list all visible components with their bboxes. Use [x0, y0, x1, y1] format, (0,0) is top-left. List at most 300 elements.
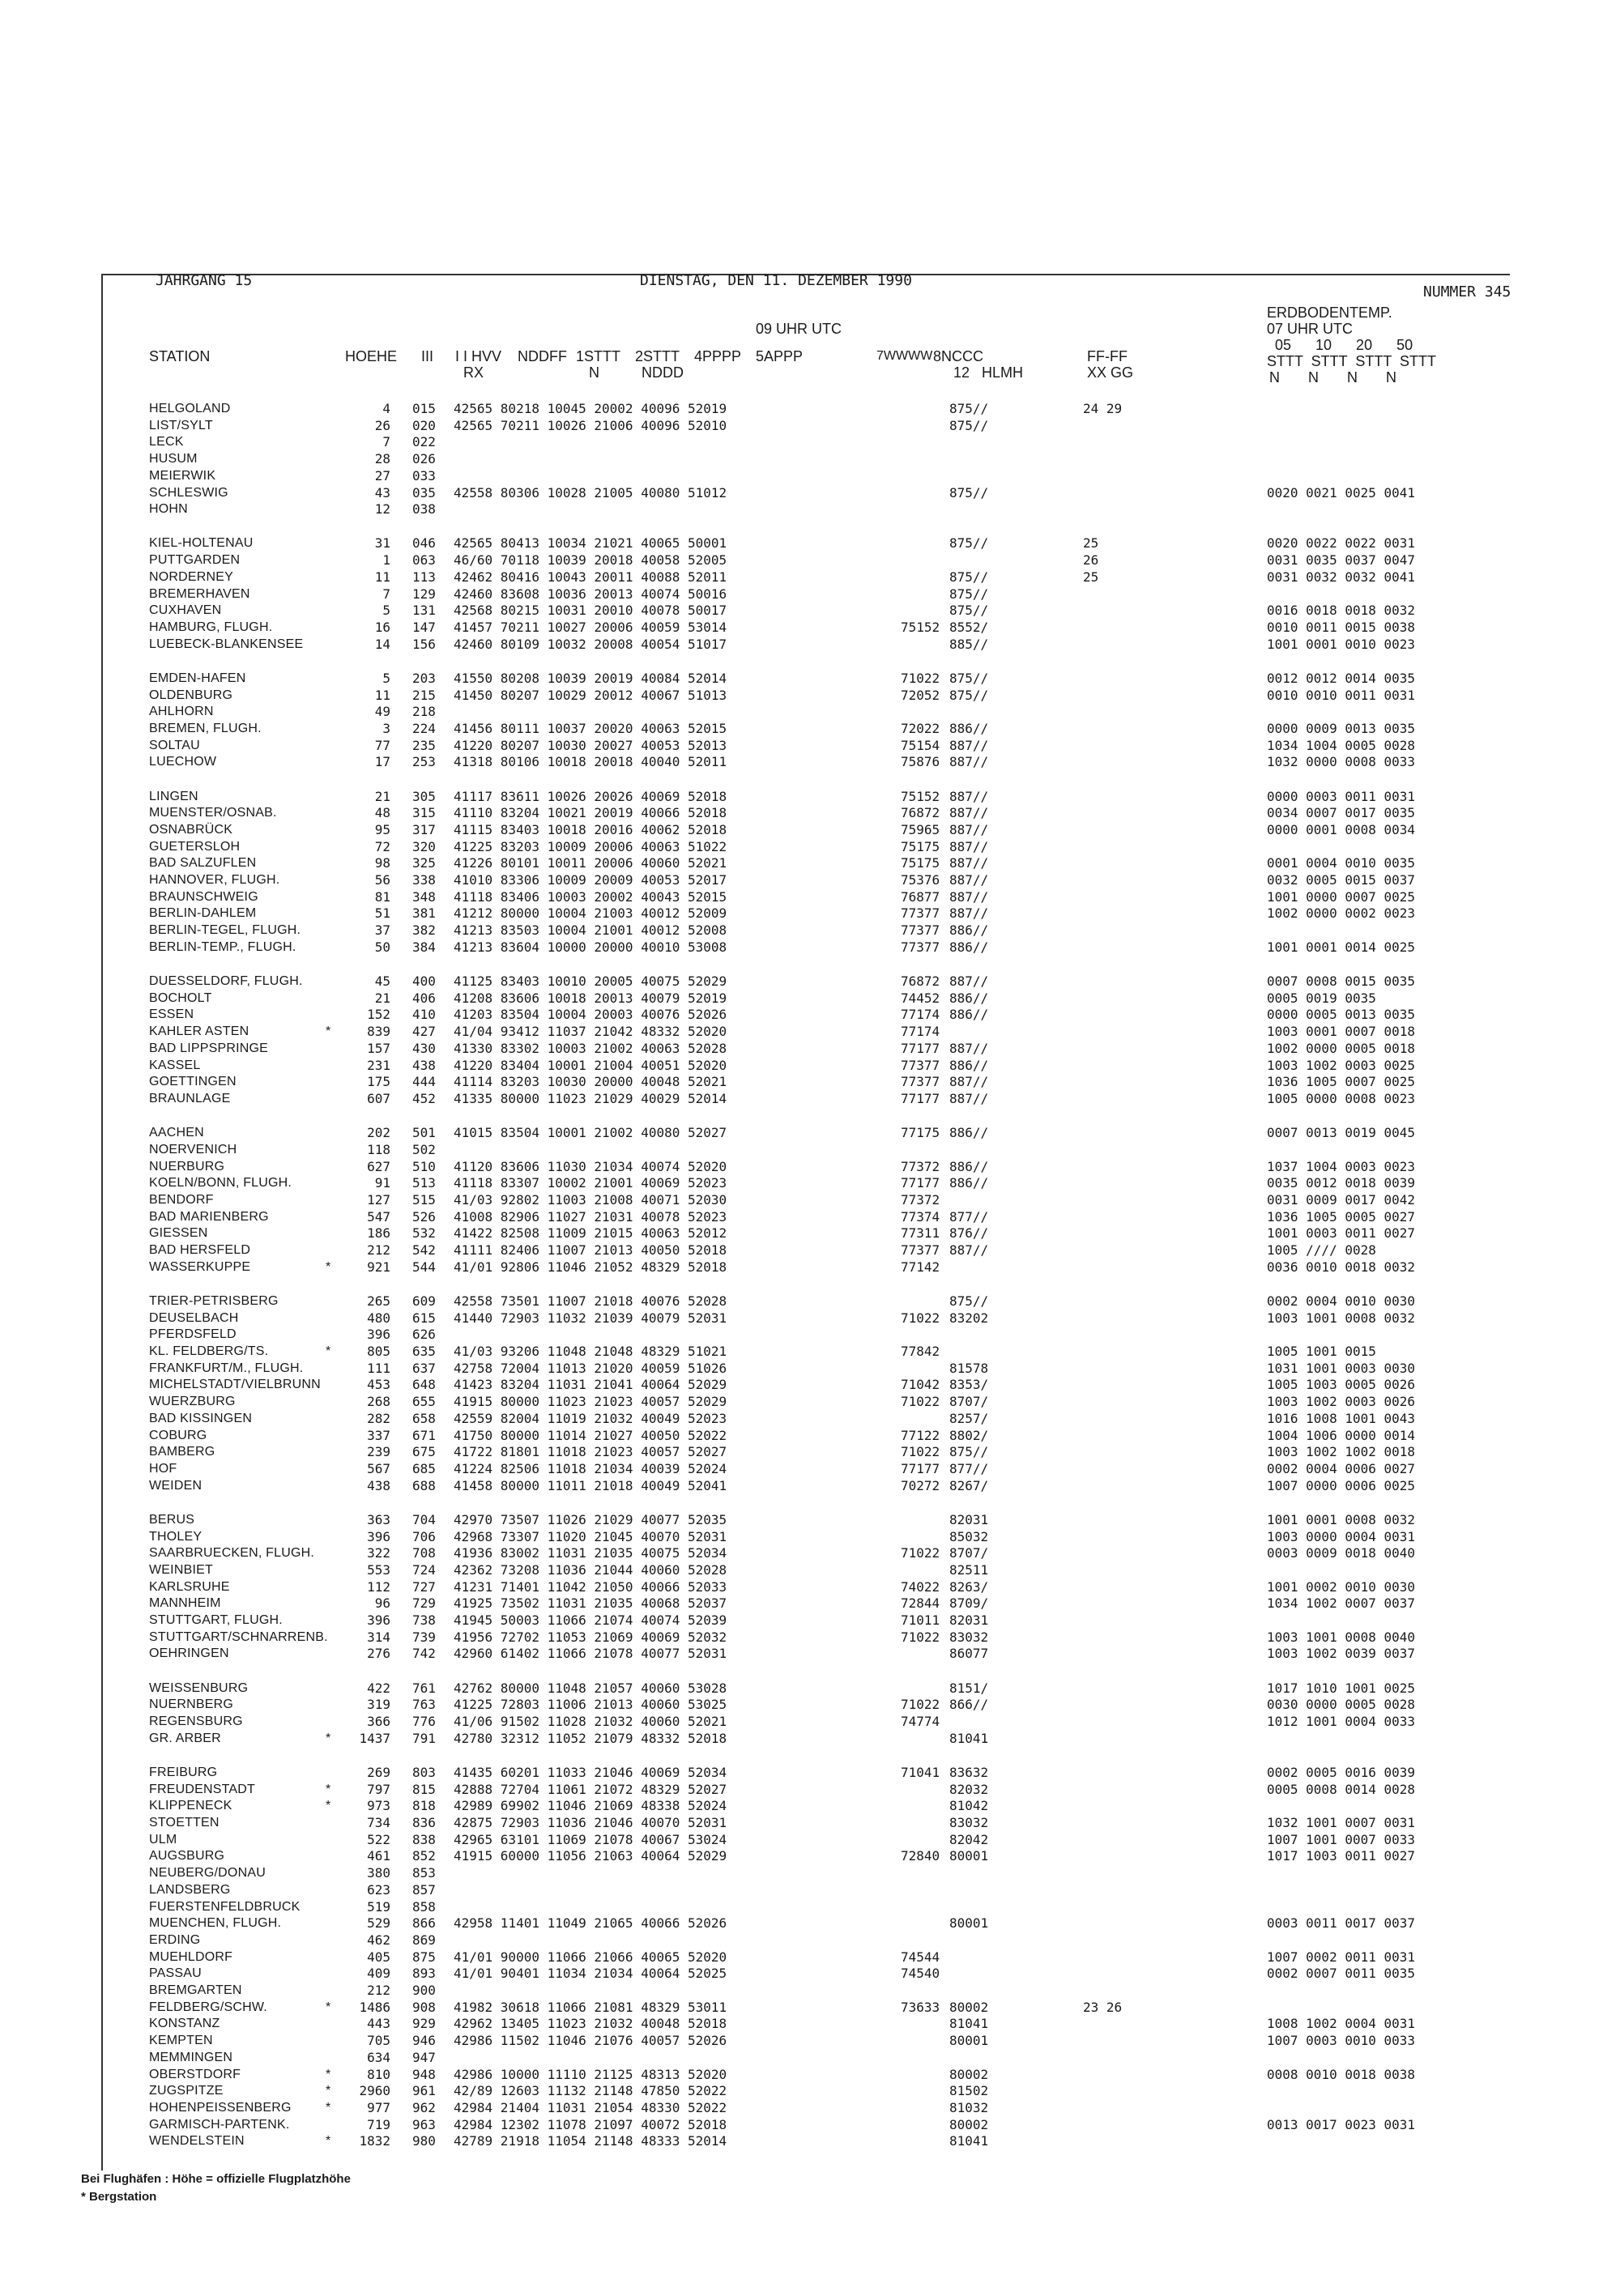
- station-height: 553: [367, 1561, 390, 1578]
- station-id: 113: [412, 569, 436, 585]
- station-height: 118: [367, 1141, 390, 1157]
- station-name: TRIER-PETRISBERG: [149, 1293, 279, 1308]
- soil-temps: 0002 0004 0006 0027: [1267, 1460, 1416, 1476]
- station-name: WASSERKUPPE: [149, 1259, 251, 1274]
- synop-groups: 42986 10000 11110 21125 48313 52020: [454, 2066, 727, 2082]
- station-name: BAD HERSFELD: [149, 1243, 251, 1257]
- station-name: MUENSTER/OSNAB.: [149, 806, 277, 820]
- station-id: 675: [412, 1444, 436, 1460]
- station-id: 858: [412, 1898, 436, 1915]
- station-id: 963: [412, 2116, 436, 2132]
- table-row: [103, 569, 1510, 586]
- station-height: 212: [367, 1242, 390, 1258]
- station-name: WUERZBURG: [149, 1395, 236, 1409]
- soil-temps: 1007 1001 0007 0033: [1267, 1831, 1416, 1847]
- group-7: 77374: [901, 1208, 940, 1225]
- group-8: 80001: [949, 2033, 989, 2049]
- table-row: [103, 535, 1510, 552]
- station-height: 438: [367, 1477, 390, 1493]
- station-name: PASSAU: [149, 1966, 202, 1981]
- station-name: KIEL-HOLTENAU: [149, 536, 254, 551]
- table-row: [103, 1562, 1510, 1578]
- station-name: FREIBURG: [149, 1765, 218, 1779]
- station-height: 547: [367, 1208, 390, 1225]
- station-id: 685: [412, 1460, 436, 1476]
- synop-groups: 41422 82508 11009 21015 40063 52012: [454, 1225, 727, 1242]
- soil-temps: 1003 1002 0039 0037: [1267, 1646, 1416, 1662]
- soil-temps: 0003 0009 0018 0040: [1267, 1545, 1416, 1561]
- station-id: 513: [412, 1175, 436, 1191]
- station-height: 977: [367, 2099, 390, 2115]
- synop-groups: 41457 70211 10027 20006 40059 53014: [454, 619, 727, 635]
- table-row: [103, 1832, 1510, 1848]
- group-7: 77122: [901, 1427, 940, 1443]
- group-8: 8353/: [949, 1377, 989, 1393]
- station-name: BERLIN-DAHLEM: [149, 906, 257, 921]
- station-name: BERUS: [149, 1512, 195, 1527]
- station-id: 410: [412, 1007, 436, 1023]
- synop-groups: 41750 80000 11014 21027 40050 52022: [454, 1427, 727, 1443]
- group-8: 886//: [949, 1175, 989, 1191]
- col-group4: 2STTT: [635, 348, 680, 364]
- station-height: 239: [367, 1444, 390, 1460]
- soil-temps: 1001 0001 0008 0032: [1267, 1511, 1416, 1527]
- soil-temps: 1007 0003 0010 0033: [1267, 2033, 1416, 2049]
- group-8: 887//: [949, 1074, 989, 1090]
- table-row: [103, 855, 1510, 871]
- table-row: [103, 1293, 1510, 1310]
- synop-groups: 42984 12302 11078 21097 40072 52018: [454, 2116, 727, 2132]
- station-height: 380: [367, 1865, 390, 1881]
- table-row: [103, 805, 1510, 821]
- station-name: AUGSBURG: [149, 1849, 225, 1864]
- group-8: 887//: [949, 821, 989, 837]
- soil-temps: 0005 0008 0014 0028: [1267, 1781, 1416, 1797]
- soil-temps: 0003 0011 0017 0037: [1267, 1915, 1416, 1932]
- mountain-station-marker: *: [326, 2067, 331, 2081]
- station-id: 635: [412, 1344, 436, 1359]
- station-id: 515: [412, 1191, 436, 1208]
- group-8: 8151/: [949, 1680, 989, 1696]
- table-row: [103, 1192, 1510, 1208]
- synop-groups: 42962 13405 11023 21032 40048 52018: [454, 2016, 727, 2032]
- table-row: [103, 1209, 1510, 1225]
- station-height: 567: [367, 1460, 390, 1476]
- group-8: 83202: [949, 1310, 989, 1326]
- soil-temps: 1005 1001 0015: [1267, 1344, 1376, 1359]
- footer-mountain-note: * Bergstation: [81, 2190, 157, 2204]
- station-name: AHLHORN: [149, 705, 214, 719]
- soil-temps: 1007 0000 0006 0025: [1267, 1477, 1416, 1493]
- synop-groups: 42558 73501 11007 21018 40076 52028: [454, 1293, 727, 1309]
- table-row: [103, 1629, 1510, 1646]
- station-name: LINGEN: [149, 789, 198, 803]
- soil-temps: 1008 1002 0004 0031: [1267, 2016, 1416, 2032]
- group-7: 71022: [901, 1394, 940, 1410]
- table-row: [103, 1259, 1510, 1276]
- soil-temps: 1001 0001 0010 0023: [1267, 636, 1416, 652]
- synop-groups: 41120 83606 11030 21034 40074 52020: [454, 1158, 727, 1174]
- table-row: [103, 1815, 1510, 1831]
- station-id: 791: [412, 1730, 436, 1746]
- table-row: [103, 485, 1510, 501]
- soil-temps: 0031 0035 0037 0047: [1267, 552, 1416, 569]
- table-row: [103, 1848, 1510, 1864]
- table-row: [103, 2033, 1510, 2049]
- soil-temps: 1034 1004 0005 0028: [1267, 737, 1416, 753]
- station-id: 502: [412, 1141, 436, 1157]
- col-group1-sub: RX: [463, 364, 484, 381]
- soil-temps: 1012 1001 0004 0033: [1267, 1714, 1416, 1729]
- group-8: 8552/: [949, 619, 989, 635]
- table-row: [103, 603, 1510, 619]
- station-id: 946: [412, 2033, 436, 2049]
- synop-groups: 41117 83611 10026 20026 40069 52018: [454, 788, 727, 804]
- station-name: HOF: [149, 1461, 177, 1476]
- station-id: 147: [412, 619, 436, 635]
- group-8: 80002: [949, 2116, 989, 2132]
- table-row: [103, 1159, 1510, 1175]
- station-height: 396: [367, 1528, 390, 1544]
- synop-groups: 42875 72903 11036 21046 40070 52031: [454, 1815, 727, 1830]
- group-8: 875//: [949, 603, 989, 619]
- group-8: 887//: [949, 838, 989, 854]
- group-8: 8707/: [949, 1545, 989, 1561]
- group-7: 70272: [901, 1477, 940, 1493]
- station-name: KEMPTEN: [149, 2034, 213, 2048]
- station-name: MEMMINGEN: [149, 2050, 233, 2064]
- station-id: 818: [412, 1798, 436, 1814]
- group-8: 80001: [949, 1848, 989, 1864]
- station-height: 634: [367, 2049, 390, 2065]
- group-8: 82511: [949, 1561, 989, 1578]
- station-name: WEINBIET: [149, 1562, 213, 1577]
- mountain-station-marker: *: [326, 1024, 331, 1039]
- station-id: 382: [412, 922, 436, 939]
- group-7: 72840: [901, 1848, 940, 1864]
- station-id: 838: [412, 1831, 436, 1847]
- group-8: 886//: [949, 1158, 989, 1174]
- station-id: 406: [412, 990, 436, 1006]
- station-id: 501: [412, 1125, 436, 1141]
- group-7: 77377: [901, 1074, 940, 1090]
- synop-groups: 46/60 70118 10039 20018 40058 52005: [454, 552, 727, 569]
- synop-groups: 41/03 92802 11003 21008 40071 52030: [454, 1191, 727, 1208]
- group-7: 72844: [901, 1595, 940, 1612]
- station-id: 655: [412, 1394, 436, 1410]
- soil-temps: 0010 0011 0015 0038: [1267, 619, 1416, 635]
- group-8: 83032: [949, 1629, 989, 1645]
- mountain-station-marker: *: [326, 1259, 331, 1274]
- station-name: FREUDENSTADT: [149, 1782, 255, 1796]
- mountain-station-marker: *: [326, 1344, 331, 1358]
- station-name: MICHELSTADT/VIELBRUNN: [149, 1378, 321, 1392]
- station-name: BRAUNLAGE: [149, 1091, 231, 1105]
- soil-temps: 1017 1003 0011 0027: [1267, 1848, 1416, 1864]
- group-7: 75876: [901, 754, 940, 770]
- station-name: WEIDEN: [149, 1478, 202, 1493]
- table-row: [103, 889, 1510, 905]
- station-id: 020: [412, 417, 436, 433]
- station-name: NORDERNEY: [149, 569, 234, 584]
- group-8: 81502: [949, 2083, 989, 2099]
- station-id: 742: [412, 1646, 436, 1662]
- station-id: 688: [412, 1477, 436, 1493]
- station-height: 5: [382, 670, 390, 686]
- station-id: 708: [412, 1545, 436, 1561]
- soil-temps: 1017 1010 1001 0025: [1267, 1680, 1416, 1696]
- group-7: 71011: [901, 1612, 940, 1628]
- station-name: STUTTGART, FLUGH.: [149, 1613, 283, 1627]
- synop-groups: 41111 82406 11007 21013 40050 52018: [454, 1242, 727, 1258]
- soil-temps: 0002 0005 0016 0039: [1267, 1764, 1416, 1780]
- group-8: 877//: [949, 1460, 989, 1476]
- station-height: 27: [374, 467, 390, 483]
- station-name: HUSUM: [149, 452, 198, 466]
- group-8: 875//: [949, 687, 989, 703]
- station-height: 111: [367, 1360, 390, 1376]
- station-name: WENDELSTEIN: [149, 2134, 245, 2149]
- station-height: 175: [367, 1074, 390, 1090]
- soil-temps: 1034 1002 0007 0037: [1267, 1595, 1416, 1612]
- group-7: 76877: [901, 888, 940, 905]
- group-8: 875//: [949, 1444, 989, 1460]
- station-name: GOETTINGEN: [149, 1075, 237, 1089]
- synop-groups: 41015 83504 10001 21002 40080 52027: [454, 1125, 727, 1141]
- station-id: 381: [412, 905, 436, 922]
- soil-temps: 1005 1003 0005 0026: [1267, 1377, 1416, 1393]
- group-7: 75175: [901, 855, 940, 871]
- station-name: OSNABRÜCK: [149, 822, 233, 837]
- station-name: KAHLER ASTEN: [149, 1024, 249, 1039]
- table-row: [103, 1865, 1510, 1881]
- table-row: [103, 1142, 1510, 1158]
- station-id: 875: [412, 1949, 436, 1965]
- station-id: 046: [412, 535, 436, 552]
- soil-temps: 0008 0010 0018 0038: [1267, 2066, 1416, 2082]
- table-row: [103, 2067, 1510, 2083]
- station-height: 409: [367, 1966, 390, 1982]
- col-group1: I I HVV: [455, 348, 502, 364]
- station-id: 015: [412, 401, 436, 416]
- table-row: [103, 1041, 1510, 1057]
- synop-groups: 42965 63101 11069 21078 40067 53024: [454, 1831, 727, 1847]
- soil-temps: 0032 0005 0015 0037: [1267, 872, 1416, 888]
- station-id: 739: [412, 1629, 436, 1645]
- station-id: 929: [412, 2016, 436, 2032]
- table-row: [103, 2100, 1510, 2116]
- station-name: SCHLESWIG: [149, 485, 228, 500]
- station-name: MUENCHEN, FLUGH.: [149, 1916, 282, 1931]
- group-8: 86077: [949, 1646, 989, 1662]
- station-height: 705: [367, 2033, 390, 2049]
- synop-groups: 41/03 93206 11048 21048 48329 51021: [454, 1344, 727, 1359]
- table-row: [103, 1714, 1510, 1730]
- table-row: [103, 2133, 1510, 2149]
- station-height: 363: [367, 1511, 390, 1527]
- station-id: 815: [412, 1781, 436, 1797]
- synop-groups: 41335 80000 11023 21029 40029 52014: [454, 1090, 727, 1106]
- group-7: 71022: [901, 1444, 940, 1460]
- group-7: 74544: [901, 1949, 940, 1965]
- synop-groups: 42970 73507 11026 21029 40077 52035: [454, 1511, 727, 1527]
- station-name: LIST/SYLT: [149, 418, 213, 432]
- observation-time: 09 UHR UTC: [756, 321, 842, 337]
- station-height: 48: [374, 805, 390, 821]
- table-row: [103, 990, 1510, 1007]
- table-row: [103, 501, 1510, 518]
- group-7: 71022: [901, 1629, 940, 1645]
- station-height: 186: [367, 1225, 390, 1242]
- station-name: KOELN/BONN, FLUGH.: [149, 1176, 292, 1191]
- group-7: 77842: [901, 1344, 940, 1359]
- group-7: 77377: [901, 905, 940, 922]
- station-name: DUESSELDORF, FLUGH.: [149, 974, 303, 988]
- station-id: 615: [412, 1310, 436, 1326]
- station-height: 5: [382, 603, 390, 619]
- soil-temps: 1003 1002 0003 0026: [1267, 1394, 1416, 1410]
- table-row: [103, 973, 1510, 990]
- station-height: 14: [374, 636, 390, 652]
- table-row: [103, 1344, 1510, 1360]
- group-7: 74022: [901, 1578, 940, 1595]
- table-row: [103, 1007, 1510, 1023]
- station-height: 50: [374, 939, 390, 955]
- table-row: [103, 839, 1510, 855]
- mountain-station-marker: *: [326, 1782, 331, 1796]
- station-name: GUETERSLOH: [149, 839, 241, 854]
- group-8: 887//: [949, 855, 989, 871]
- station-id: 857: [412, 1881, 436, 1898]
- synop-groups: 41118 83307 10002 21001 40069 52023: [454, 1175, 727, 1191]
- station-height: 43: [374, 484, 390, 501]
- station-name: BOCHOLT: [149, 990, 212, 1005]
- table-row: [103, 1731, 1510, 1747]
- station-height: 797: [367, 1781, 390, 1797]
- table-row: [103, 1765, 1510, 1781]
- station-height: 12: [374, 501, 390, 518]
- station-height: 11: [374, 569, 390, 585]
- station-id: 544: [412, 1259, 436, 1275]
- station-name: LUECHOW: [149, 755, 217, 769]
- station-height: 519: [367, 1898, 390, 1915]
- station-height: 522: [367, 1831, 390, 1847]
- table-row: [103, 451, 1510, 467]
- station-name: PFERDSFELD: [149, 1327, 237, 1342]
- col-group2: NDDFF: [518, 348, 567, 364]
- table-row: [103, 1361, 1510, 1377]
- soil-temps: 1036 1005 0007 0025: [1267, 1074, 1416, 1090]
- station-height: 28: [374, 451, 390, 467]
- station-name: WEISSENBURG: [149, 1680, 249, 1695]
- synop-groups: 41/06 91502 11028 21032 40060 52021: [454, 1714, 727, 1729]
- station-name: FRANKFURT/M., FLUGH.: [149, 1361, 304, 1375]
- soil-temps: 0000 0003 0011 0031: [1267, 788, 1416, 804]
- station-id: 131: [412, 603, 436, 619]
- station-name: BAMBERG: [149, 1445, 215, 1459]
- group-8: 875//: [949, 484, 989, 501]
- station-name: MEIERWIK: [149, 468, 216, 483]
- station-height: 734: [367, 1815, 390, 1830]
- station-height: 337: [367, 1427, 390, 1443]
- station-name: STOETTEN: [149, 1816, 220, 1830]
- synop-groups: 41226 80101 10011 20006 40060 52021: [454, 855, 727, 871]
- soil-temps: 1003 1001 0008 0040: [1267, 1629, 1416, 1645]
- table-row: [103, 1545, 1510, 1561]
- soil-temps: 1032 1001 0007 0031: [1267, 1815, 1416, 1830]
- station-name: EMDEN-HAFEN: [149, 671, 246, 685]
- station-height: 322: [367, 1545, 390, 1561]
- soil-temps: 1003 0001 0007 0018: [1267, 1024, 1416, 1040]
- group-8: 82031: [949, 1511, 989, 1527]
- jahrgang: JAHRGANG 15: [156, 272, 253, 289]
- group-8: 875//: [949, 417, 989, 433]
- col-soil-sttt: STTT STTT STTT STTT: [1267, 353, 1436, 369]
- table-row: [103, 721, 1510, 737]
- synop-groups: 42362 73208 11036 21044 40060 52028: [454, 1561, 727, 1578]
- station-id: 253: [412, 754, 436, 770]
- table-row: [103, 1091, 1510, 1107]
- station-height: 3: [382, 720, 390, 736]
- station-name: KARLSRUHE: [149, 1579, 230, 1594]
- station-id: 215: [412, 687, 436, 703]
- station-name: FELDBERG/SCHW.: [149, 2000, 267, 2014]
- soil-temps: 1003 1002 0003 0025: [1267, 1057, 1416, 1073]
- synop-groups: 42758 72004 11013 21020 40059 51026: [454, 1360, 727, 1376]
- table-row: [103, 789, 1510, 805]
- table-row: [103, 671, 1510, 687]
- station-height: 314: [367, 1629, 390, 1645]
- group-8: 875//: [949, 586, 989, 602]
- col-group4-sub: NDDD: [642, 364, 684, 381]
- station-height: 265: [367, 1293, 390, 1309]
- group-7: 77177: [901, 1090, 940, 1106]
- group-8: 887//: [949, 788, 989, 804]
- group-7: 75154: [901, 737, 940, 753]
- station-name: BAD SALZUFLEN: [149, 856, 257, 871]
- station-name: HOHENPEISSENBERG: [149, 2100, 292, 2115]
- synop-groups: 42762 80000 11048 21057 40060 53028: [454, 1680, 727, 1696]
- table-row: [103, 1595, 1510, 1612]
- soil-temps: 0036 0010 0018 0032: [1267, 1259, 1416, 1275]
- station-id: 526: [412, 1208, 436, 1225]
- group-8: 887//: [949, 872, 989, 888]
- col-soil-depths: 05 10 20 50: [1275, 337, 1413, 353]
- station-name: NEUBERG/DONAU: [149, 1866, 266, 1881]
- soil-temps: 0035 0012 0018 0039: [1267, 1175, 1416, 1191]
- synop-groups: 42565 80218 10045 20002 40096 52019: [454, 401, 727, 416]
- station-id: 724: [412, 1561, 436, 1578]
- station-name: BAD LIPPSPRINGE: [149, 1041, 269, 1055]
- station-height: 2960: [359, 2083, 390, 2099]
- group-8: 875//: [949, 1293, 989, 1309]
- soil-temps: 1016 1008 1001 0043: [1267, 1410, 1416, 1426]
- station-id: 853: [412, 1865, 436, 1881]
- station-height: 112: [367, 1578, 390, 1595]
- station-id: 729: [412, 1595, 436, 1612]
- station-name: ERDING: [149, 1932, 201, 1947]
- station-id: 203: [412, 670, 436, 686]
- group-7: 74452: [901, 990, 940, 1006]
- station-name: CUXHAVEN: [149, 603, 222, 618]
- group-7: 77372: [901, 1191, 940, 1208]
- group-8: 8257/: [949, 1410, 989, 1426]
- table-row: [103, 905, 1510, 922]
- group-8: 887//: [949, 888, 989, 905]
- group-8: 887//: [949, 754, 989, 770]
- table-row: [103, 1058, 1510, 1074]
- station-id: 836: [412, 1815, 436, 1830]
